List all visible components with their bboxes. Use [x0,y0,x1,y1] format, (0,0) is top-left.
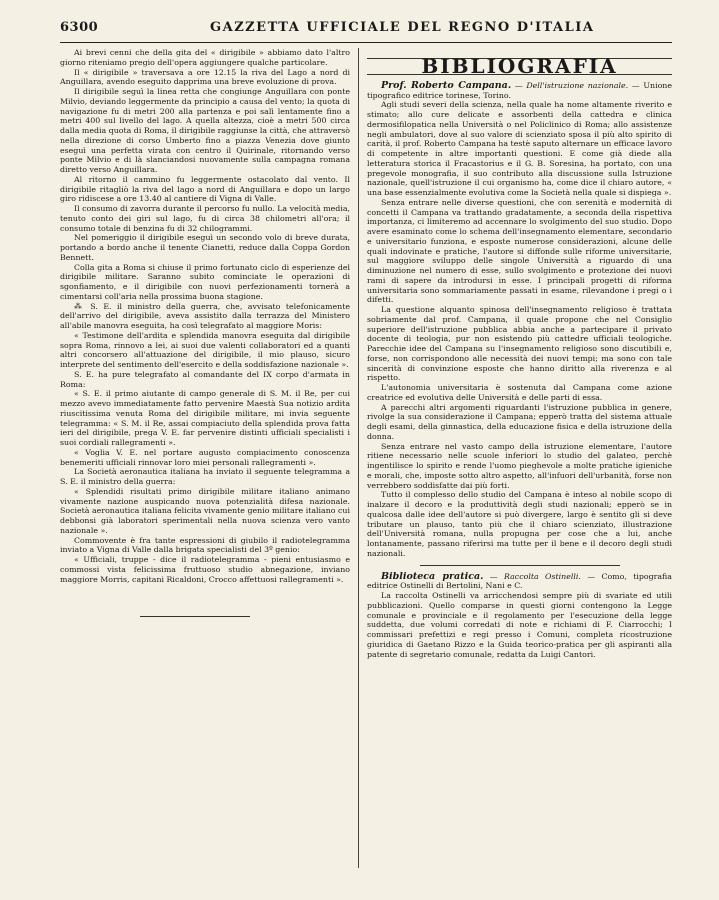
page-header [60,18,672,43]
paragraph: La Società aeronautica italiana ha inviato il seguente telegramma a S. E. il ministro della guerra: [60,467,350,486]
paragraph: Il « dirigibile » traversava a ore 12.15 la riva del Lago a nord di Anguillara, avendo eseguito dapprima una breve evoluzione di prova. [60,67,350,87]
telegram-quote: « Ufficiali, truppe - dice il radiotelegramma - pieni entusiasmo e commossi vista felicissima fruttuoso studio abnegazione, inviano maggiore Morris, capitani Ricaldoni, Crocco affettuosi rallegramenti ». [60,555,350,584]
entry-heading: Prof. Roberto Campana. — Dell'istruzione nazionale. — Unione tipografico editrice torinese, Torino. [367,79,672,100]
paragraph: S. E. ha pure telegrafato al comandante del IX corpo d'armata in Roma: [60,369,350,389]
end-rule [140,616,250,617]
entry-title: Dell'istruzione nazionale. [526,80,629,90]
entry-separator [420,565,620,566]
paragraph: Agli studi severi della scienza, nella quale ha nome altamente riverito e stimato; allo cure delicate e assorbenti della cattedra e clinica dermosifilopatica nella Università o nel Policlinico di Roma; allo assistenze negli ambulatori, dove al suo valore di scienziato sposa il più alto spirito di carità, il prof. Roberto Campana ha testè saputo alternare un efficace lavoro di competente in altre importanti questioni. E come già diede alla letteratura storica il Fracastorius e il G. B. Soresina, ha portato, con una pregevole monografia, il suo contributo alla discussione sulla Istruzione nazionale, quell'istruzione il cui organismo ha, come dice il chiaro autore, « una base essenzialmente evolutiva come la Società nella quale si dispiega ». [367,100,672,197]
paragraph: Nel pomeriggio il dirigibile eseguì un secondo volo di breve durata, portando a bordo anche il tenente Cianetti, reduce dalla Coppa Gordon Bennett. [60,233,350,262]
entry-heading: Biblioteca pratica. — Raccolta Ostinelli. — Como, tipografia editrice Ostinelli di Bertolini, Nani e C. [367,570,672,591]
paragraph: Tutto il complesso dello studio del Campana è inteso al nobile scopo di inalzare il decoro e la produttività degli studi nazionali; epperò se in qualcosa dalle idee dell'autore si può divergere, largo è sentito gli si deve tributare un plauso, tanto più che il chiaro scienziato, illustrazione dell'Università romana, nulla propugna per cose che a lui, anche lontanamente, passano riferirsi ma tutte per il bene e il decoro degli studi nazionali. [367,490,672,558]
paragraph: A parecchi altri argomenti riguardanti l'istruzione pubblica in genere, rivolge la sua considerazione il Campana; epperò tratta del sistema attuale degli esami, della ginnastica, della educazione fisica e della istruzione della donna. [367,402,672,441]
entry-title: Biblioteca pratica. [381,570,484,582]
paragraph: Ai brevi cenni che della gita del « dirigibile » abbiamo dato l'altro giorno riteniamo pregio dell'opera aggiungere qualche particolare. [60,48,350,67]
paragraph: La questione alquanto spinosa dell'insegnamento religioso è trattata sobriamente dal prof. Campana, il quale propone che nel Consiglio superiore dell'istruzione pubblica abbia anche a partecipare il privato docente di teologia, pur non esistendo più cattedre ufficiali teologiche. Parecchie idee del Campana su l'insegnamento religioso sono discutibili e, forse, non corrispondono alle necessità dei nuovi tempi; ma sono con tale sincerità di convinzione esposte che hanno diritto alla riverenza e al rispetto. [367,305,672,383]
right-column [367,48,672,659]
paragraph: Colla gita a Roma si chiuse il primo fortunato ciclo di esperienze del dirigibile militare. Saranno subito cominciate le operazioni di sgonfiamento, e il dirigibile con nuovi perfezionamenti tornerà a cimentarsi coll'aria nella prossima buona stagione. [60,262,350,301]
page-number: 6300 [60,20,99,35]
paragraph: La raccolta Ostinelli va arricchendosi sempre più di svariate ed utili pubblicazioni. Quello comparse in questi giorni contengono la Legge comunale e provinciale e il regolamento per l'esecuzione della legge suddetta, due volumi corredati di note e richiami di F. Ciarrocchi; I commissari prefettizi e regi presso i Comuni, completa ricostruzione giuridica di Gaetano Rizzo e la Guida teorico-pratica per gli aspiranti alla patente di segretario comunale, redatta da Luigi Cantori. [367,591,672,659]
paragraph: Il consumo di zavorra durante il percorso fu nullo. La velocità media, tenuto conto dei giri sul lago, fu di circa 38 chilometri all'ora; il consumo totale di benzina fu di 32 chilogrammi. [60,204,350,233]
telegram-quote: « Splendidi risultati primo dirigibile militare italiano animano vivamente nazione auspicando nuova potenzialità difesa nazionale. Società aeronautica italiana felicita vivamente genio militare italiano cui debbonsi già laboratori sperimentali nella nuova scienza vero vanto nazionale ». [60,486,350,535]
paragraph: L'autonomia universitaria è sostenuta dal Campana come azione creatrice ed evolutiva delle Università e delle parti di essa. [367,383,672,402]
entry-author: Prof. Roberto Campana. [381,79,512,91]
telegram-quote: « Testimone dell'ardita e splendida manovra eseguita dal dirigibile sopra Roma, rinnovo a lei, ai suoi due valenti collaboratori ed a quanti altri concorsero all'attuazione del dirigibile, il mio plauso, sicuro interprete del sentimento dell'esercito e della soddisfazione nazionale ». [60,330,350,369]
paragraph: Senza entrare nel vasto campo della istruzione elementare, l'autore ritiene necessario nelle scuole inferiori lo studio del galateo, perchè ingentilisce lo spirito e rende l'uomo pieghevole a molte pratiche igieniche e morali, che, imposte sotto altro aspetto, all'infuori dell'urbanità, forse non verrebbero soddisfatte dai più forti. [367,441,672,490]
paragraph: Il dirigibile seguì la linea retta che congiunge Anguillara con ponte Milvio, deviando leggermente da principio a causa del vento; la quota di navigazione fu di metri 200 alla partenza e poi salì lentamente fino a metri 400 sul livello del lago. A quella altezza, cioè a metri 500 circa dalla media quota di Roma, il dirigibile raggiunse la città, che attraversò nella direzione di corso Umberto fino a piazza Venezia dove giunto eseguì una perfetta virata con centro il Quirinale, ritornando verso ponte Milvio e di là slanciandosi nuovamente sulla campagna romana diretto verso Anguillara. [60,87,350,174]
paragraph: ⁂ S. E. il ministro della guerra, che, avvisato telefonicamente dell'arrivo del dirigibile, aveva assistito dalla terrazza del Ministero all'abile manovra eseguita, ha così telegrafato al maggiore Moris: [60,301,350,330]
paragraph: Al ritorno il cammino fu leggermente ostacolato dal vento. Il dirigibile ritagliò la riva del lago a nord di Anguillara e dopo un largo giro ridiscese a ore 13.40 al cantiere di Vigna di Valle. [60,174,350,204]
telegram-quote: « S. E. il primo aiutante di campo generale di S. M. il Re, per cui mezzo avevo immediatamente fatto pervenire Maestà Sua notizio ardita riuscitissima venuta Roma del dirigibile militare, mi invia seguente telegramma: « S. M. il Re, assai compiaciuto della splendida prova fatta ieri del dirigibile, prega V. E. far pervenire distinti ufficiali specialisti i suoi cordiali rallegramenti ». [60,389,350,447]
left-column [60,48,350,617]
paragraph: Commovente è fra tante espressioni di giubilo il radiotelegramma inviato a Vigna di Valle dalla brigata specialisti del 3º genio: [60,535,350,555]
entry-publisher: Unione tipografico editrice torinese, Torino. [367,80,672,100]
telegram-quote: « Voglia V. E. nel portare augusto compiacimento conoscenza benemeriti ufficiali rinnovar loro miei personali rallegramenti ». [60,447,350,467]
entry-series: Raccolta Ostinelli. [504,571,581,581]
column-divider [358,48,359,868]
entry-publisher: Como, tipografia editrice Ostinelli di Bertolini, Nani e C. [367,571,672,591]
paragraph: Senza entrare nelle diverse questioni, che con serenità e modernità di concetti il Campana va trattando gradatamente, a seconda della rispettiva importanza, ci limiteremo ad accennare lo svolgimento del suo studio. Dopo avere esaminato come lo schema dell'insegnamento elementare, secondario e universitario funziona, e esposte numerose considerazioni, alcune delle quali indovinate e pratiche, l'autore si diffonde sulle riforme universitarie, sul maggiore sviluppo delle singole Università a riguardo di una diminuzione nel numero di esse, sullo svolgimento e protezione dei nuovi rami di sapere da introdursi in esse. I principali progetti di riforma universitaria sono sommariamente passati in esame, rilevandone i pregi o i difetti. [367,197,672,305]
journal-title: GAZZETTA UFFICIALE DEL REGNO D'ITALIA [210,20,595,35]
section-title: BIBLIOGRAFIA [367,58,672,75]
